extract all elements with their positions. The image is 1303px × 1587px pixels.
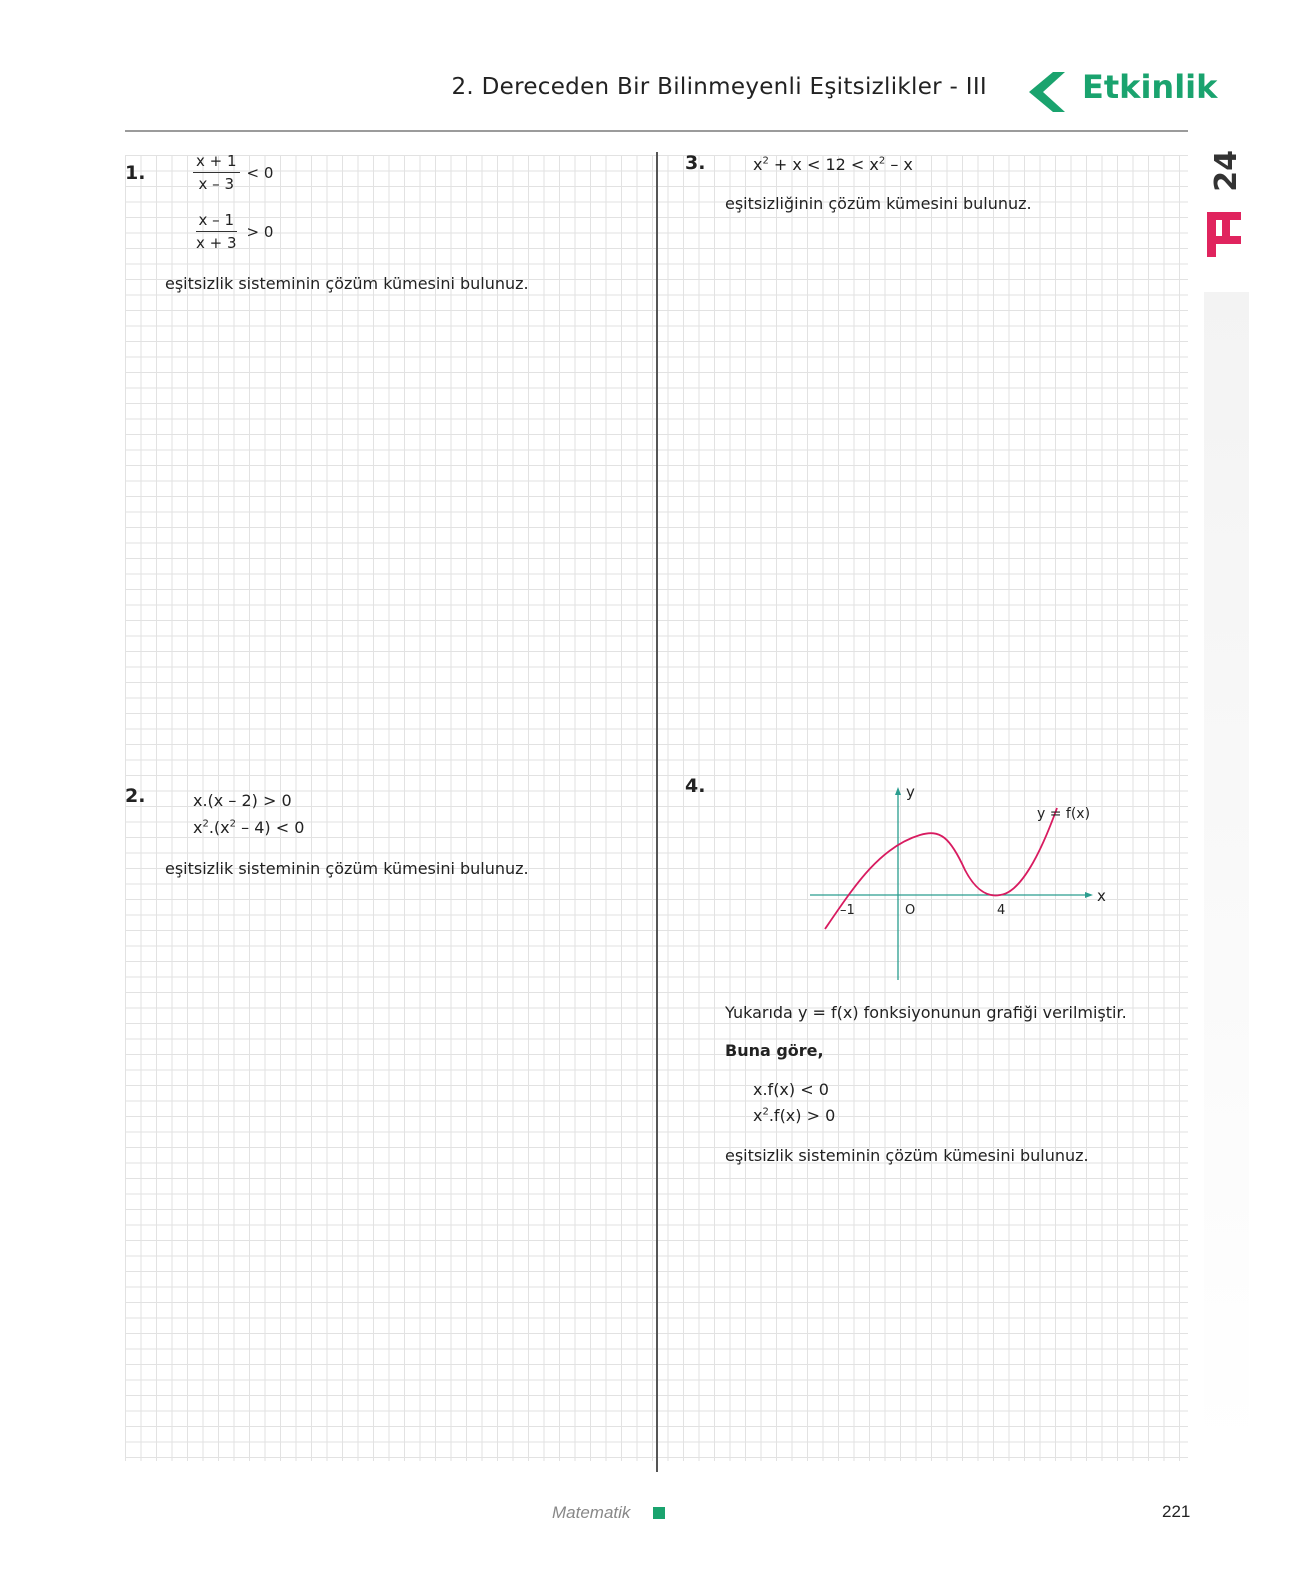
question-2-number: 2. xyxy=(125,785,146,807)
question-4-number: 4. xyxy=(685,775,706,797)
question-1-number: 1. xyxy=(125,162,146,184)
q4-lead: Buna göre, xyxy=(725,1041,824,1060)
q1-ineq2-numerator: x – 1 xyxy=(196,211,237,232)
q1-prompt: eşitsizlik sisteminin çözüm kümesini bulunuz. xyxy=(165,274,529,293)
q3-expression: $x^2 + x < 12 < x^2 - x$ xyxy=(753,155,913,174)
side-tab-number xyxy=(1200,150,1252,260)
curve-label: y = f(x) xyxy=(1037,806,1091,822)
function-curve xyxy=(825,808,1057,929)
side-tab-label: 24 xyxy=(1208,150,1244,192)
header-divider xyxy=(125,130,1188,132)
q4-description: Yukarıda y = f(x) fonksiyonunun grafiği verilmiştir. xyxy=(725,1003,1127,1022)
y-axis-arrow-icon xyxy=(895,787,901,795)
footer-square-icon xyxy=(653,1507,665,1519)
function-graph xyxy=(805,785,1110,985)
q2-line-2: $x^2.(x^2 - 4) < 0$ xyxy=(193,818,305,837)
y-axis-label: y xyxy=(906,785,915,801)
q4-prompt: eşitsizlik sisteminin çözüm kümesini bulunuz. xyxy=(725,1146,1089,1165)
q4-line-2: $x^2.f(x) > 0$ xyxy=(753,1106,836,1125)
chevron-left-icon xyxy=(1025,70,1069,114)
q1-inequality-1 xyxy=(193,152,273,193)
side-strip xyxy=(1204,292,1249,1452)
origin-label: O xyxy=(905,903,916,918)
column-divider xyxy=(656,152,658,1472)
page-number: 221 xyxy=(1162,1502,1191,1521)
q4-line-1: x.f(x) < 0 xyxy=(753,1080,829,1099)
x-axis-label: x xyxy=(1097,887,1106,905)
question-3-number: 3. xyxy=(685,152,706,174)
q1-ineq1-numerator: x + 1 xyxy=(193,152,240,173)
q3-prompt: eşitsizliğinin çözüm kümesini bulunuz. xyxy=(725,194,1032,213)
q2-line-1: x.(x – 2) > 0 xyxy=(193,791,292,810)
page-title: 2. Dereceden Bir Bilinmeyenli Eşitsizlikler - III xyxy=(451,74,987,100)
q1-ineq1-denominator: x – 3 xyxy=(198,175,234,193)
q1-ineq2-operator: > 0 xyxy=(246,222,274,241)
q1-ineq1-operator: < 0 xyxy=(246,163,274,182)
q1-inequality-2 xyxy=(193,211,273,252)
tick-label-neg1: –1 xyxy=(840,903,855,918)
activity-badge: Etkinlik xyxy=(1082,68,1218,106)
tick-label-4: 4 xyxy=(997,903,1006,918)
q1-ineq2-denominator: x + 3 xyxy=(196,234,237,252)
x-axis-arrow-icon xyxy=(1085,892,1093,898)
q2-prompt: eşitsizlik sisteminin çözüm kümesini bulunuz. xyxy=(165,859,529,878)
footer-subject: Matematik xyxy=(552,1503,631,1522)
